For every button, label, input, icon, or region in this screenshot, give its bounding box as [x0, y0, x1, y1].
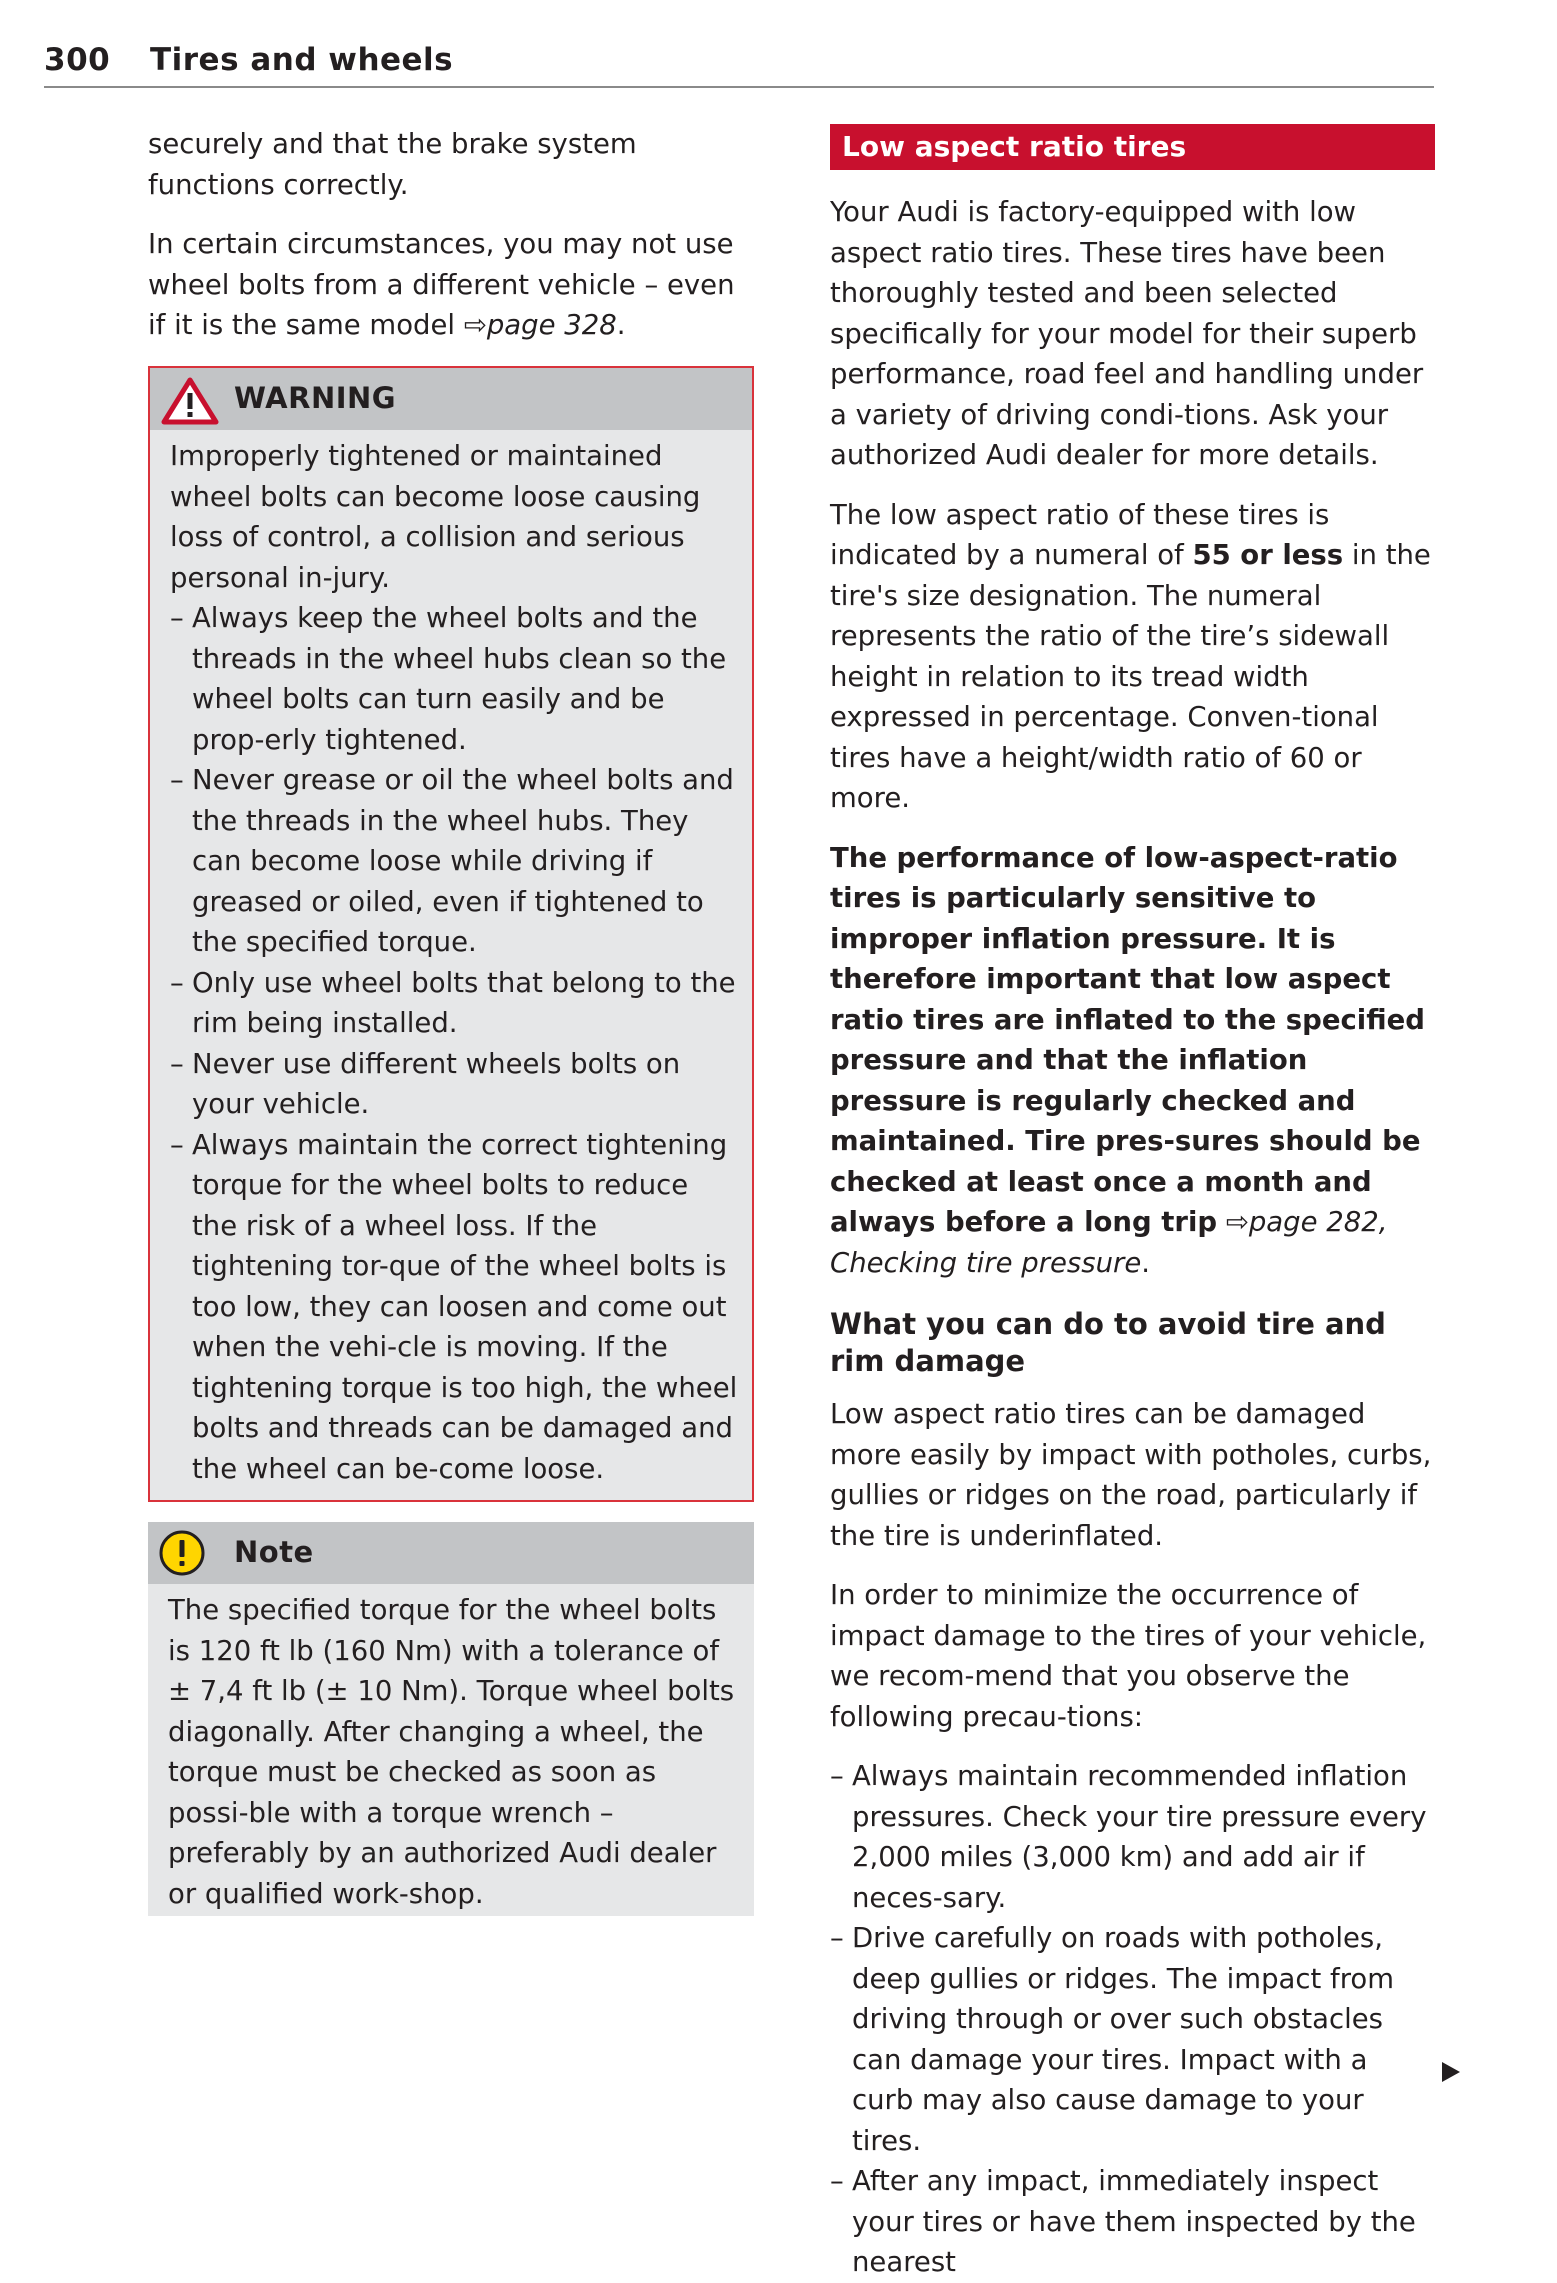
warning-intro: Improperly tightened or maintained wheel bolts can become loose causing loss of control, a collision and serious personal in-jury. [170, 440, 701, 594]
page-reference-link[interactable]: ⇨page 328 [463, 309, 617, 341]
page-number: 300 [44, 42, 111, 78]
left-column [148, 124, 758, 346]
note-body [168, 1590, 738, 1914]
paragraph: Your Audi is factory-equipped with low aspect ratio tires. These tires have been thoroughly tested and been selected specifically for your model for their superb performance, road feel and handling under a variety of driving condi-tions. Ask your authorized Audi dealer for more details. [830, 196, 1424, 471]
warning-box [148, 366, 754, 1502]
note-header [148, 1522, 754, 1584]
right-column [830, 124, 1435, 2283]
subheading: What you can do to avoid tire and rim damage [830, 1307, 1386, 1378]
paragraph: In order to minimize the occurrence of impact damage to the tires of your vehicle, we recom-mend that you observe the following precau-tions: [830, 1579, 1427, 1733]
paragraph: Low aspect ratio tires can be damaged more easily by impact with potholes, curbs, gullies or ridges on the road, particularly if the tire is underinflated. [830, 1398, 1432, 1552]
warning-title: WARNING [234, 381, 397, 415]
list-item: – Only use wheel bolts that belong to the rim being installed. [170, 966, 736, 1039]
paragraph: The performance of low-aspect-ratio tires is particularly sensitive to improper inflation pressure. It is therefore important that low aspect ratio tires are inflated to the specified pressure and that the inflation pressure is regularly checked and maintained. Tire pres-sures should be checked at least once a month and always before a long trip ⇨page 282, Checking tire pressure. [830, 841, 1425, 1279]
section-heading: Low aspect ratio tires [830, 124, 1435, 170]
continue-arrow-icon [1440, 2060, 1462, 2084]
paragraph: The low aspect ratio of these tires is indicated by a numeral of 55 or less in the tire's size designation. The numeral represents the ratio of the tire’s sidewall height in relation to its tread width expressed in percentage. Conven-tional tires have a height/width ratio of 60 or more. [830, 498, 1431, 814]
list-item: – Drive carefully on roads with potholes, deep gullies or ridges. The impact from driving through or over such obstacles can damage your tires. Impact with a curb may also cause damage to your tires. [830, 1922, 1395, 2157]
paragraph: In certain circumstances, you may not use wheel bolts from a different vehicle – even if it is the same model ⇨page 328. [148, 228, 735, 341]
list-item: – Always maintain the correct tightening torque for the wheel bolts to reduce the risk of a wheel loss. If the tightening tor-que of the wheel bolts is too low, they can loosen and come out when the vehi-cle is moving. If the tightening torque is too high, the wheel bolts and threads can be damaged and the wheel can be-come loose. [170, 1128, 738, 1485]
list-item: – After any impact, immediately inspect your tires or have them inspected by the nearest [830, 2165, 1416, 2278]
note-box [148, 1522, 754, 1916]
warning-triangle-icon [160, 376, 220, 426]
warning-body [170, 436, 740, 1489]
list-item: – Always maintain recommended inflation pressures. Check your tire pressure every 2,000 miles (3,000 km) and add air if neces-sary. [830, 1760, 1427, 1914]
note-text: The specified torque for the wheel bolts is 120 ft lb (160 Nm) with a tolerance of ± 7,4 ft lb (± 10 Nm). Torque wheel bolts diagonally. After changing a wheel, the torque must be checked as soon as possi-ble with a torque wrench – preferably by an authorized Audi dealer or qualified work-shop. [168, 1594, 735, 1910]
list-item: – Never grease or oil the wheel bolts and the threads in the wheel hubs. They can become loose while driving if greased or oiled, even if tightened to the specified torque. [170, 764, 734, 958]
exclamation-circle-icon [158, 1529, 206, 1577]
list-item: – Never use different wheels bolts on your vehicle. [170, 1047, 681, 1120]
list-item: – Always keep the wheel bolts and the threads in the wheel hubs clean so the wheel bolts can turn easily and be prop-erly tightened. [170, 602, 727, 756]
page-reference-link[interactable]: ⇨page 282, Checking tire pressure [830, 1206, 1388, 1279]
paragraph: securely and that the brake system functions correctly. [148, 128, 637, 201]
page-header [44, 40, 1434, 88]
note-title: Note [234, 1535, 314, 1569]
warning-header [150, 368, 752, 430]
chapter-title: Tires and wheels [150, 42, 454, 78]
